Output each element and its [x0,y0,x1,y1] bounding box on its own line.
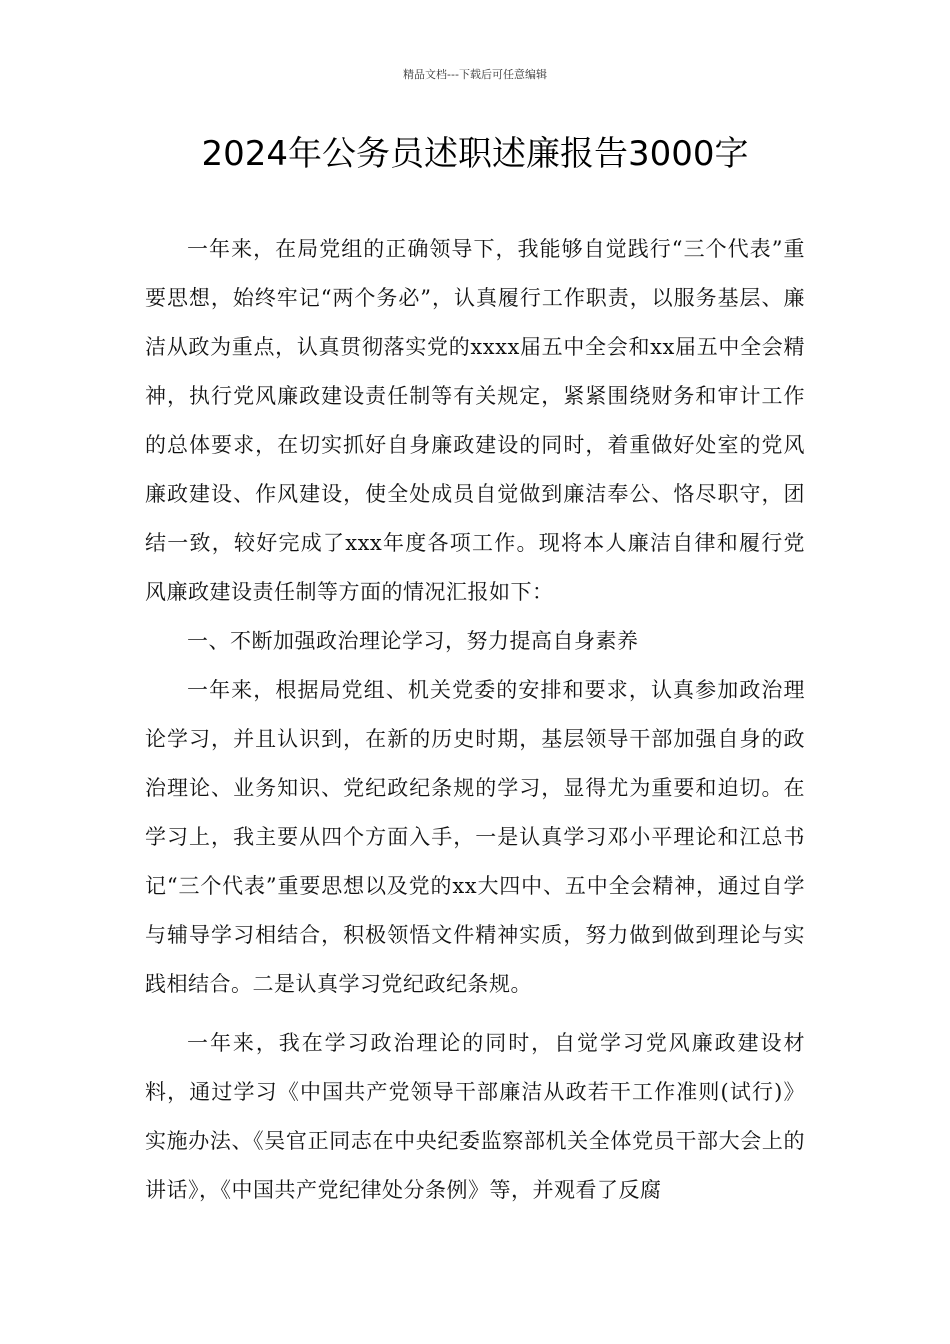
document-body [145,225,805,1215]
header-note: 精品文档---下载后可任意编辑 [403,68,547,81]
paragraph-intro: 一年来，在局党组的正确领导下，我能够自觉践行“三个代表”重要思想，始终牢记“两个务必”，认真履行工作职责，以服务基层、廉洁从政为重点，认真贯彻落实党的xxxx届五中全会和xx届五中全会精神，执行党风廉政建设责任制等有关规定，紧紧围绕财务和审计工作的总体要求，在切实抓好自身廉政建设的同时，着重做好处室的党风廉政建设、作风建设，使全处成员自觉做到廉洁奉公、恪尽职守，团结一致，较好完成了xxx年度各项工作。现将本人廉洁自律和履行党风廉政建设责任制等方面的情况汇报如下： [145,237,805,604]
section-heading-1: 一、不断加强政治理论学习，努力提高自身素养 [187,629,639,653]
document-title: 2024年公务员述职述廉报告3000字 [201,134,749,174]
paragraph-study: 一年来，根据局党组、机关党委的安排和要求，认真参加政治理论学习，并且认识到，在新的历史时期，基层领导干部加强自身的政治理论、业务知识、党纪政纪条规的学习，显得尤为重要和迫切。在学习上，我主要从四个方面入手，一是认真学习邓小平理论和江总书记“三个代表”重要思想以及党的xx大四中、五中全会精神，通过自学与辅导学习相结合，积极领悟文件精神实质，努力做到做到理论与实践相结合。二是认真学习党纪政纪条规。 [145,678,805,996]
paragraph-discipline: 一年来，我在学习政治理论的同时，自觉学习党风廉政建设材料，通过学习《中国共产党领导干部廉洁从政若干工作准则(试行)》实施办法、《吴官正同志在中央纪委监察部机关全体党员干部大会上的讲话》，《中国共产党纪律处分条例》等，并观看了反腐 [145,1031,805,1202]
